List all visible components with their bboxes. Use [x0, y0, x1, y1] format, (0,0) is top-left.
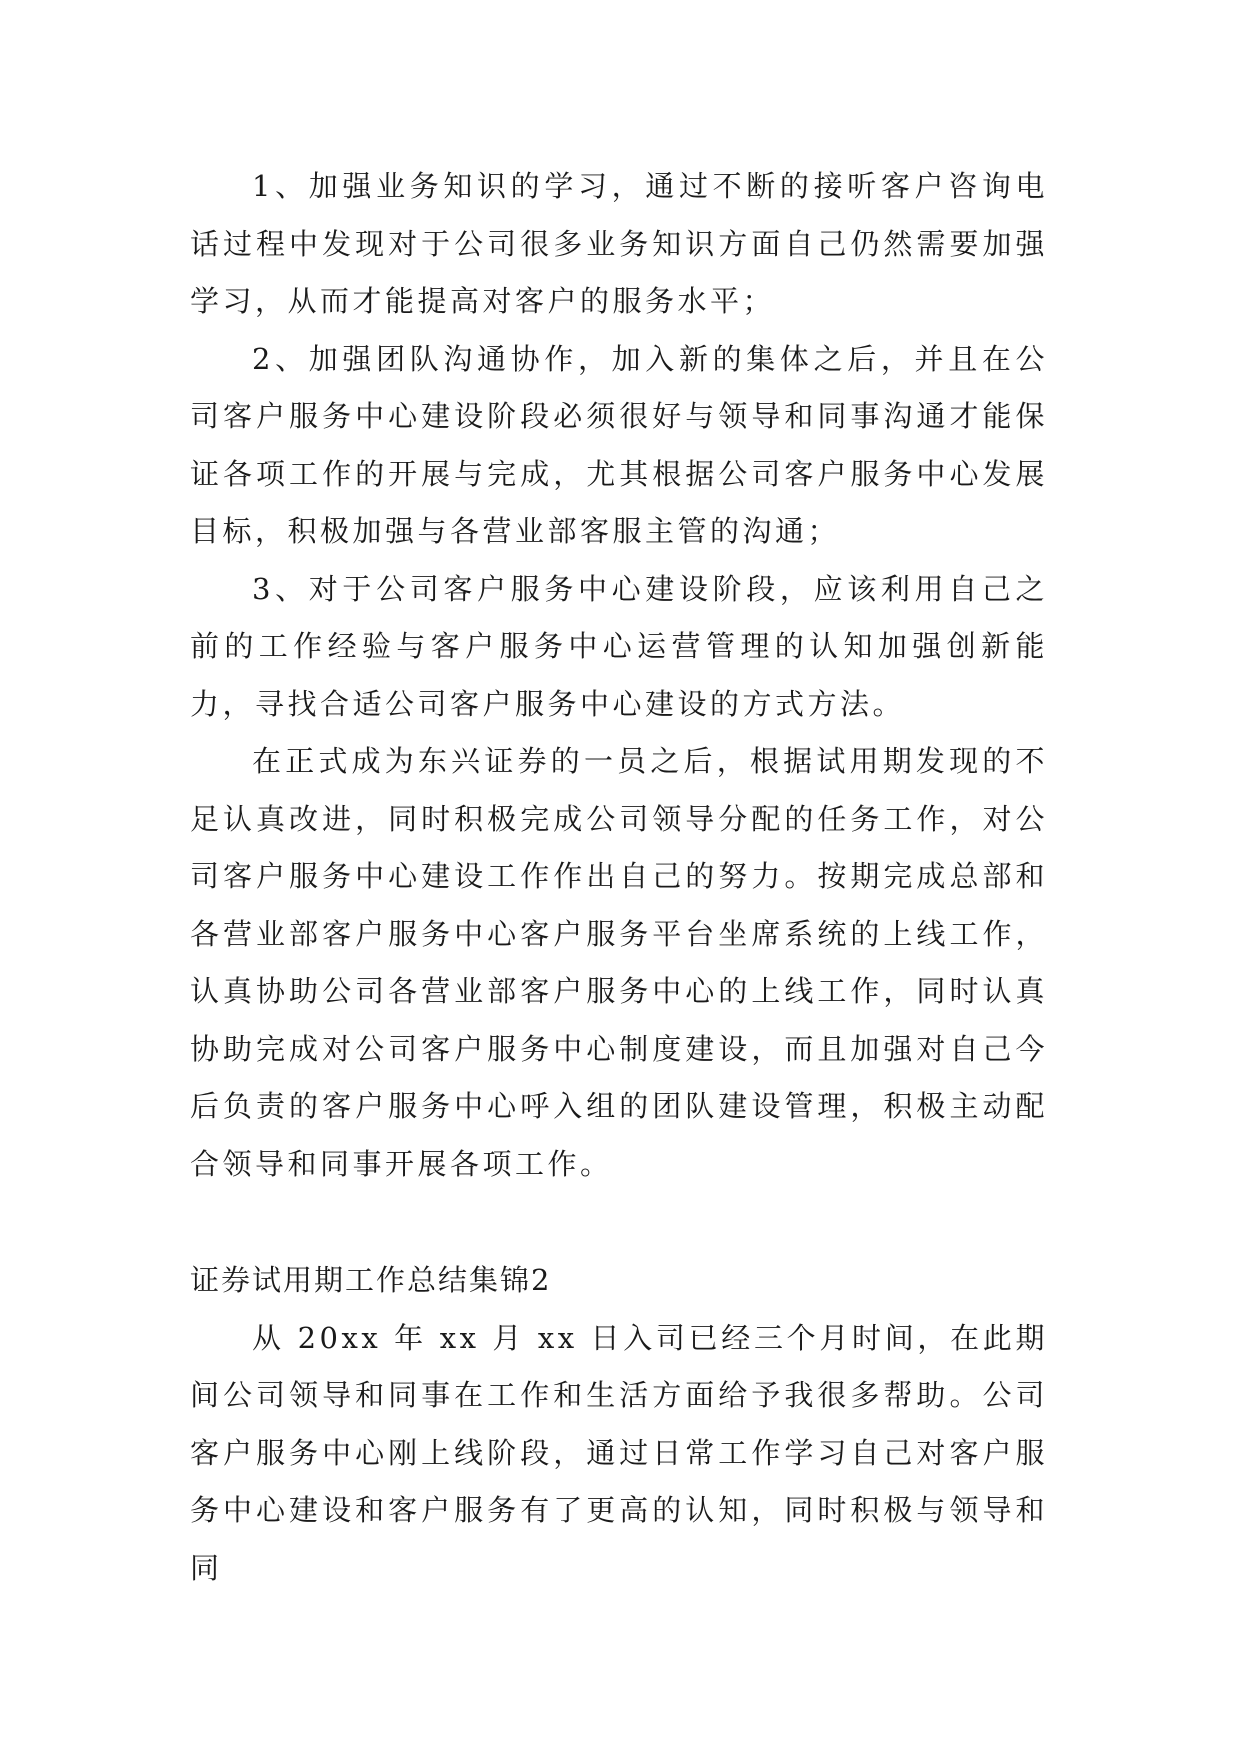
document-body — [190, 158, 1048, 1597]
paragraph-section2-intro: 从 20xx 年 xx 月 xx 日入司已经三个月时间，在此期间公司领导和同事在工作和生活方面给予我很多帮助。公司客户服务中心刚上线阶段，通过日常工作学习自己对客户服务中心建设和客户服务有了更高的认知，同时积极与领导和同 — [190, 1320, 1048, 1585]
paragraph-item-2: 2、加强团队沟通协作，加入新的集体之后，并且在公司客户服务中心建设阶段必须很好与领导和同事沟通才能保证各项工作的开展与完成，尤其根据公司客户服务中心发展目标，积极加强与各营业部客服主管的沟通； — [190, 341, 1048, 548]
section-heading: 证券试用期工作总结集锦2 — [190, 1263, 552, 1297]
paragraph-item-1: 1、加强业务知识的学习，通过不断的接听客户咨询电话过程中发现对于公司很多业务知识方面自己仍然需要加强学习，从而才能提高对客户的服务水平； — [190, 169, 1048, 318]
paragraph-item-3: 3、对于公司客户服务中心建设阶段，应该利用自己之前的工作经验与客户服务中心运营管理的认知加强创新能力，寻找合适公司客户服务中心建设的方式方法。 — [190, 571, 1048, 721]
paragraph-probation-summary: 在正式成为东兴证券的一员之后，根据试用期发现的不足认真改进，同时积极完成公司领导分配的任务工作，对公司客户服务中心建设工作作出自己的努力。按期完成总部和各营业部客户服务中心客户服务平台坐席系统的上线工作，认真协助公司各营业部客户服务中心的上线工作，同时认真协助完成对公司客户服务中心制度建设，而且加强对自己今后负责的客户服务中心呼入组的团队建设管理，积极主动配合领导和同事开展各项工作。 — [190, 744, 1048, 1181]
